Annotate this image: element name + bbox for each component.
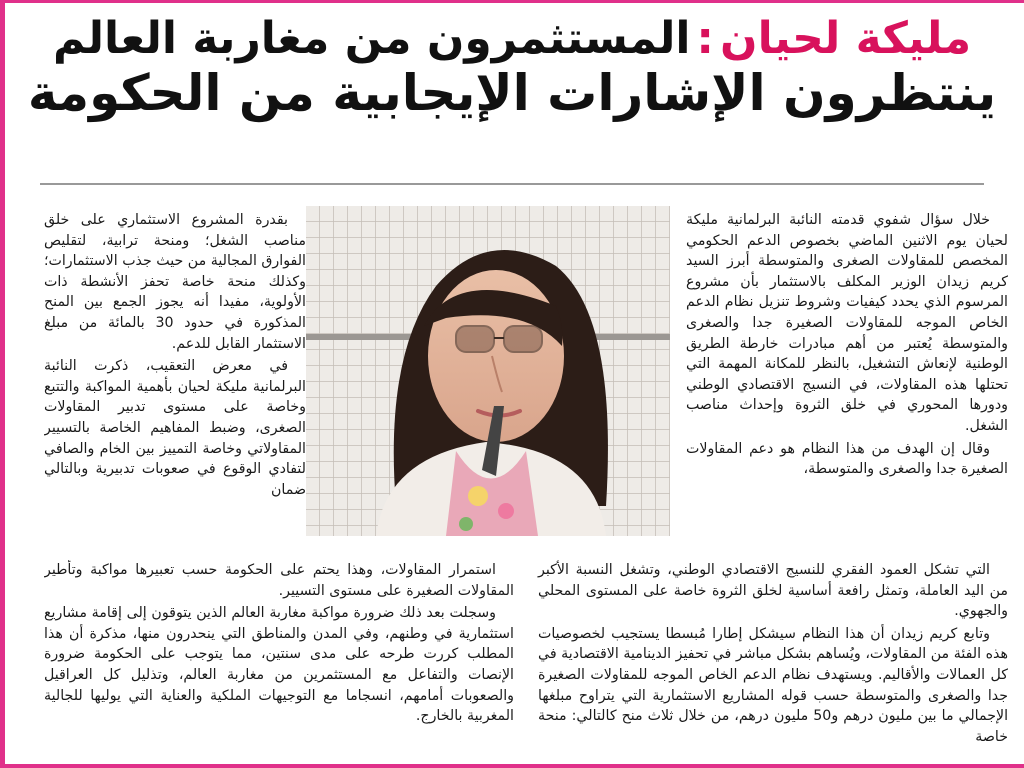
paragraph: وسجلت بعد ذلك ضرورة مواكبة مغاربة العالم الذين يتوقون إلى إقامة مشاريع استثمارية في وطنهم، وفي المدن والمناطق التي ينحدرون منها، مذكرة أن هذا المطلب كررت طرحه على مدى سنتين، مما يتوجب على الحكومة ضرورة الإنصات والتفاعل مع المستثمرين من مغاربة العالم، وتذليل كل العراقيل والصعوبات أمامهم، انسجاما مع التوجيهات الملكية والعناية التي يوليها للجالية المغربية بالخارج. bbox=[44, 605, 514, 725]
page-frame-top bbox=[0, 0, 1024, 3]
headline-divider bbox=[40, 183, 984, 185]
paragraph: في معرض التعقيب، ذكرت النائبة البرلمانية مليكة لحيان بأهمية المواكبة والتتبع وخاصة على مستوى تدبير المقاولات الصغرى، وضبط المفاهيم الخاصة بالتسيير المقاولاتي وخاصة التمييز بين الخام والصافي لتفادي الوقوع في صعوبات تدبيرية وبالتالي ضمان bbox=[44, 358, 306, 498]
paragraph: بقدرة المشروع الاستثماري على خلق مناصب الشغل؛ ومنحة ترابية، لتقليص الفوارق المجالية من حيث جذب الاستثمارات؛ وكذلك منحة خاصة تحفز الأنشطة ذات الأولوية، مفيدا أنه يجوز الجمع بين المنح المذكورة في حدود 30 بالمائة من مبلغ الاستثمار القابل للدعم. bbox=[44, 212, 306, 352]
headline-line-1 bbox=[20, 14, 1004, 65]
page-frame-bottom bbox=[0, 764, 1024, 768]
paragraph: استمرار المقاولات، وهذا يحتم على الحكومة حسب تعبيرها مواكبة وتأطير المقاولات الصغيرة على مستوى التسيير. bbox=[44, 562, 514, 599]
paragraph: وقال إن الهدف من هذا النظام هو دعم المقاولات الصغيرة جدا والصغرى والمتوسطة، bbox=[686, 440, 1008, 478]
paragraph: وتابع كريم زيدان أن هذا النظام سيشكل إطارا مُبسطا يستجيب لخصوصيات هذه الفئة من المقاولات، ويُساهم بشكل مباشر في تحفيز الدينامية الاقتصادية في كل العمالات والأقاليم. ويستهدف نظام الدعم الخاص الموجه للمقاولات الصغيرة جدا والصغرى والمتوسطة حسب قوله المشاريع الاستثمارية التي يتراوح مبلغها الإجمالي ما بين مليون درهم و50 مليون درهم، من خلال ثلاث منح كالتالي: منحة خاصة bbox=[538, 625, 1008, 745]
portrait-image bbox=[306, 206, 670, 536]
headline-line-1-text: المستثمرون من مغاربة العالم bbox=[52, 13, 691, 64]
headline-speaker: مليكة لحيان bbox=[720, 13, 972, 64]
page-frame-left bbox=[0, 0, 5, 768]
article-bottom-columns bbox=[44, 560, 1008, 750]
paragraph: خلال سؤال شفوي قدمته النائبة البرلمانية مليكة لحيان يوم الاثنين الماضي بخصوص الدعم الحكومي المخصص للمقاولات الصغرى والمتوسطة أبرز السيد كريم زيدان الوزير المكلف بالاستثمار بأن مشروع المرسوم الذي يحدد كيفيات وشروط تنزيل نظام الدعم الخاص الموجه للمقاولات الصغيرة جدا والصغرى والمتوسطة يُعتبر من أهم مبادرات خارطة الطريق الوطنية لإنعاش التشغيل، بالنظر للمكانة المهمة التي تحتلها هذه المقاولات، في النسيج الاقتصادي الوطني ودورها المحوري في خلق الثروة وإحداث مناصب الشغل. bbox=[686, 212, 1008, 434]
headline-separator: : bbox=[696, 13, 715, 64]
headline bbox=[20, 14, 1004, 122]
article-photo bbox=[306, 206, 670, 536]
article-column-left bbox=[44, 210, 306, 562]
article-column-right bbox=[686, 210, 1008, 562]
paragraph: التي تشكل العمود الفقري للنسيج الاقتصادي الوطني، وتشغل النسبة الأكبر من اليد العاملة، وتمثل رافعة أساسية لخلق الثروة خاصة على المستوى المحلي والجهوي. bbox=[538, 562, 1008, 620]
headline-line-2: ينتظرون الإشارات الإيجابية من الحكومة bbox=[27, 63, 997, 122]
